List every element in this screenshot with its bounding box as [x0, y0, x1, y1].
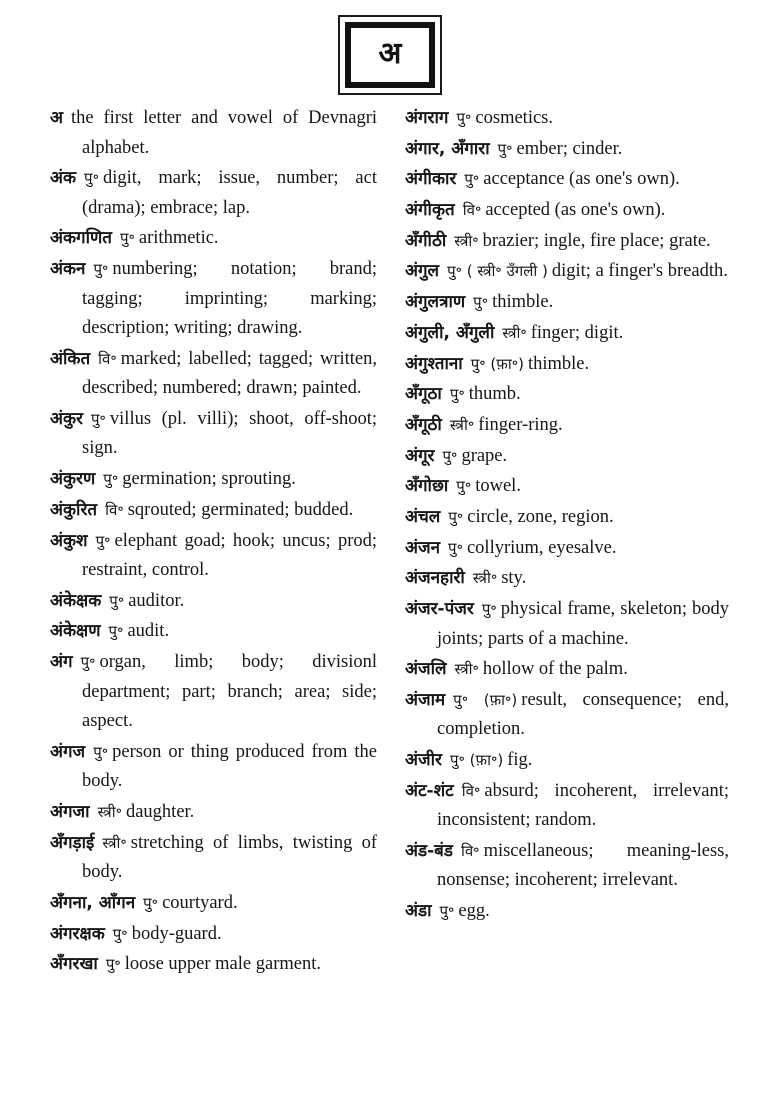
- entry-part-of-speech: पु॰: [439, 902, 455, 921]
- dictionary-entry: [405, 165, 729, 195]
- entry-part-of-speech: पु॰: [143, 893, 159, 912]
- entry-headword: अंकित: [50, 348, 91, 369]
- entry-headword: अंड-बंड: [405, 840, 453, 861]
- entry-definition: thimble.: [527, 353, 590, 374]
- dictionary-entry: [50, 889, 377, 919]
- entry-part-of-speech: वि॰: [105, 500, 124, 519]
- entry-definition: miscellaneous; meaning-less, nonsense; incoherent; irrelevant.: [437, 840, 729, 891]
- entry-definition: thimble.: [492, 292, 554, 313]
- dictionary-entry: [405, 411, 729, 441]
- dictionary-entry: [405, 319, 729, 349]
- entry-headword: अंकुरित: [50, 499, 98, 520]
- dictionary-entry: [405, 196, 729, 226]
- entry-part-of-speech: पु॰: [449, 385, 465, 404]
- entry-part-of-speech: पु॰: [481, 600, 497, 618]
- section-letter-box: [338, 15, 442, 95]
- entry-headword: अंजीर: [405, 750, 442, 771]
- dictionary-entry: [405, 897, 729, 927]
- section-letter: अ: [378, 36, 402, 71]
- dictionary-entry: [50, 829, 377, 888]
- entry-part-of-speech: स्त्री॰: [502, 323, 527, 342]
- entry-part-of-speech: पु॰: [93, 742, 109, 761]
- entry-part-of-speech: पु॰: [464, 170, 480, 189]
- entry-part-of-speech: स्त्री॰: [454, 660, 479, 679]
- dictionary-entry: [405, 257, 729, 287]
- entry-definition: digit; a finger's breadth.: [551, 261, 728, 282]
- entry-headword: अंक: [50, 168, 77, 189]
- entry-headword: अंगीकृत: [405, 200, 455, 221]
- dictionary-entry: [50, 104, 377, 163]
- dictionary-entry: [405, 564, 729, 594]
- entry-definition: germination; sprouting.: [122, 469, 296, 490]
- entry-part-of-speech: पु॰: [448, 507, 464, 526]
- entry-definition: body-guard.: [131, 923, 222, 944]
- entry-headword: अंजनहारी: [405, 568, 465, 589]
- entry-headword: अंगार, अँगारा: [405, 138, 490, 159]
- entry-part-of-speech: पु॰: [120, 229, 135, 248]
- entry-definition: towel.: [475, 476, 521, 497]
- dictionary-entry: [50, 798, 377, 828]
- entry-definition: organ, limb; body; divisionl department; part; branch; area; side; aspect.: [82, 652, 377, 732]
- entry-definition: marked; labelled; tagged; written, described; numbered; drawn; painted.: [82, 348, 377, 399]
- entry-part-of-speech: पु॰: [448, 538, 463, 557]
- dictionary-entry: [405, 472, 729, 502]
- dictionary-entry: [405, 288, 729, 318]
- entry-part-of-speech: वि॰: [98, 349, 117, 368]
- entry-part-of-speech: वि॰: [461, 781, 481, 800]
- entry-definition: finger; digit.: [530, 322, 624, 343]
- entry-part-of-speech: पु॰: [456, 109, 472, 127]
- entry-headword: अँगूठी: [405, 414, 442, 435]
- dictionary-entry: [50, 164, 377, 223]
- entry-part-of-speech: पु॰: [103, 470, 119, 489]
- entry-part-of-speech: पु॰: [442, 446, 458, 465]
- entry-part-of-speech: पु॰: [105, 955, 121, 974]
- entry-headword: अंकन: [50, 259, 86, 280]
- dictionary-entry: [50, 950, 377, 980]
- dictionary-entry: [405, 837, 729, 896]
- entry-part-of-speech: स्त्री॰: [449, 415, 475, 434]
- entry-headword: अंजाम: [405, 689, 446, 710]
- entry-headword: अंगज: [50, 741, 86, 762]
- dictionary-entry: [405, 503, 729, 533]
- entry-headword: अंगराग: [405, 108, 449, 128]
- dictionary-entry: [50, 465, 377, 495]
- dictionary-entry: [50, 920, 377, 950]
- dictionary-entry: [405, 442, 729, 472]
- entry-part-of-speech: पु॰ (फ़ा॰): [449, 751, 504, 770]
- entry-headword: अंजर-पंजर: [405, 599, 474, 619]
- entry-headword: अंगूर: [405, 445, 435, 466]
- dictionary-entry: [50, 617, 377, 647]
- entry-part-of-speech: पु॰: [93, 260, 109, 279]
- entry-definition: accepted (as one's own).: [485, 200, 666, 221]
- dictionary-entry: [405, 686, 729, 745]
- dictionary-entry: [405, 655, 729, 685]
- entry-definition: elephant goad; hook; uncus; prod; restraint, control.: [82, 530, 377, 580]
- entry-part-of-speech: पु॰ ( स्त्री॰ उँगली ): [447, 262, 548, 281]
- entry-headword: अंट-शंट: [405, 780, 454, 801]
- entry-part-of-speech: पु॰ (फ़ा॰): [470, 354, 524, 373]
- entry-headword: अंकुरण: [50, 469, 96, 490]
- entry-part-of-speech: स्त्री॰: [472, 569, 498, 588]
- entry-headword: अंगुलत्राण: [405, 292, 466, 313]
- entry-definition: circle, zone, region.: [467, 506, 614, 527]
- entry-headword: अंडा: [405, 901, 432, 922]
- entry-part-of-speech: पु॰: [109, 591, 125, 610]
- entry-definition: physical frame, skeleton; body joints; parts of a machine.: [437, 599, 729, 649]
- dictionary-entry: [405, 746, 729, 776]
- dictionary-entry: [50, 738, 377, 797]
- entry-part-of-speech: पु॰: [473, 293, 489, 312]
- dictionary-entry: [405, 227, 729, 257]
- entry-part-of-speech: पु॰: [108, 622, 124, 641]
- left-column: [50, 104, 377, 981]
- entry-definition: villus (pl. villi); shoot, off-shoot; sign.: [82, 408, 377, 459]
- entry-definition: the first letter and vowel of Devnagri alphabet.: [71, 108, 377, 158]
- dictionary-entry: [50, 527, 377, 586]
- entry-headword: अँगीठी: [405, 230, 447, 251]
- dictionary-entry: [405, 104, 729, 134]
- entry-definition: ember; cinder.: [516, 138, 623, 159]
- entry-headword: अंकेक्षक: [50, 590, 102, 611]
- entry-headword: अंकेक्षण: [50, 621, 101, 642]
- entry-headword: अँगूठा: [405, 384, 442, 405]
- entry-part-of-speech: स्त्री॰: [97, 802, 122, 821]
- entry-definition: audit.: [127, 621, 170, 642]
- dictionary-entry: [50, 405, 377, 464]
- entry-definition: hollow of the palm.: [482, 659, 628, 680]
- entry-headword: अंगुली, अँगुली: [405, 322, 495, 343]
- entry-headword: अंकगणित: [50, 228, 112, 249]
- dictionary-entry: [50, 496, 377, 526]
- entry-headword: अँगड़ाई: [50, 832, 95, 853]
- entry-definition: brazier; ingle, fire place; grate.: [482, 230, 711, 251]
- entry-part-of-speech: पु॰ (फ़ा॰): [453, 690, 518, 709]
- entry-headword: अँगोछा: [405, 476, 449, 497]
- entry-definition: numbering; notation; brand; tagging; imprinting; marking; description; writing; drawing.: [82, 259, 377, 339]
- entry-headword: अंकुश: [50, 530, 88, 551]
- entry-headword: अंकुर: [50, 408, 83, 429]
- entry-definition: acceptance (as one's own).: [483, 169, 680, 190]
- entry-part-of-speech: पु॰: [84, 169, 99, 188]
- dictionary-entry: [405, 350, 729, 380]
- entry-headword: अंगजा: [50, 801, 90, 822]
- dictionary-entry: [405, 135, 729, 165]
- entry-part-of-speech: पु॰: [80, 653, 96, 672]
- entry-definition: grape.: [461, 445, 508, 466]
- dictionary-entry: [405, 777, 729, 836]
- entry-part-of-speech: पु॰: [91, 409, 106, 428]
- dictionary-entry: [405, 380, 729, 410]
- dictionary-entry: [50, 255, 377, 344]
- entry-headword: अंगीकार: [405, 169, 457, 190]
- entry-definition: egg.: [458, 901, 490, 922]
- entry-definition: loose upper male garment.: [124, 954, 321, 975]
- entry-part-of-speech: स्त्री॰: [454, 231, 479, 250]
- entry-definition: person or thing produced from the body.: [82, 741, 377, 792]
- entry-headword: अंचल: [405, 506, 441, 527]
- entry-headword: अंगरक्षक: [50, 923, 105, 944]
- entry-definition: finger-ring.: [478, 414, 563, 435]
- entry-definition: cosmetics.: [475, 108, 553, 128]
- entry-headword: अ: [50, 108, 63, 128]
- dictionary-entry: [50, 648, 377, 737]
- entry-headword: अँगना, आँगन: [50, 892, 136, 913]
- entry-part-of-speech: पु॰: [497, 139, 513, 158]
- entry-headword: अँगरखा: [50, 954, 98, 975]
- dictionary-entry: [405, 595, 729, 654]
- section-letter-frame: [345, 22, 435, 88]
- entry-headword: अंगुल: [405, 261, 440, 282]
- entry-definition: sqrouted; germinated; budded.: [127, 499, 354, 520]
- entry-headword: अंगुश्ताना: [405, 353, 463, 374]
- entry-part-of-speech: पु॰: [112, 924, 128, 943]
- entry-part-of-speech: पु॰: [95, 531, 111, 550]
- entry-definition: daughter.: [125, 801, 195, 822]
- entry-definition: collyrium, eyesalve.: [466, 537, 617, 558]
- entry-definition: auditor.: [128, 590, 185, 611]
- entry-headword: अंजलि: [405, 659, 447, 680]
- dictionary-entry: [50, 345, 377, 404]
- dictionary-entry: [50, 224, 377, 254]
- right-column: [405, 104, 729, 928]
- entry-part-of-speech: स्त्री॰: [102, 833, 127, 852]
- entry-definition: sty.: [501, 568, 527, 589]
- dictionary-entry: [405, 534, 729, 564]
- entry-part-of-speech: पु॰: [456, 477, 472, 496]
- entry-definition: fig.: [507, 750, 533, 771]
- entry-headword: अंग: [50, 652, 73, 673]
- dictionary-entry: [50, 587, 377, 617]
- entry-definition: absurd; incoherent, irrelevant; inconsistent; random.: [437, 780, 729, 831]
- entry-definition: stretching of limbs, twisting of body.: [82, 832, 377, 883]
- entry-headword: अंजन: [405, 537, 441, 558]
- entry-definition: result, consequence; end, completion.: [437, 689, 729, 740]
- entry-part-of-speech: वि॰: [462, 201, 482, 220]
- entry-definition: thumb.: [468, 384, 521, 405]
- entry-definition: digit, mark; issue, number; act (drama); embrace; lap.: [82, 168, 377, 218]
- entry-definition: courtyard.: [162, 892, 238, 913]
- entry-part-of-speech: वि॰: [460, 841, 480, 860]
- entry-definition: arithmetic.: [138, 228, 219, 249]
